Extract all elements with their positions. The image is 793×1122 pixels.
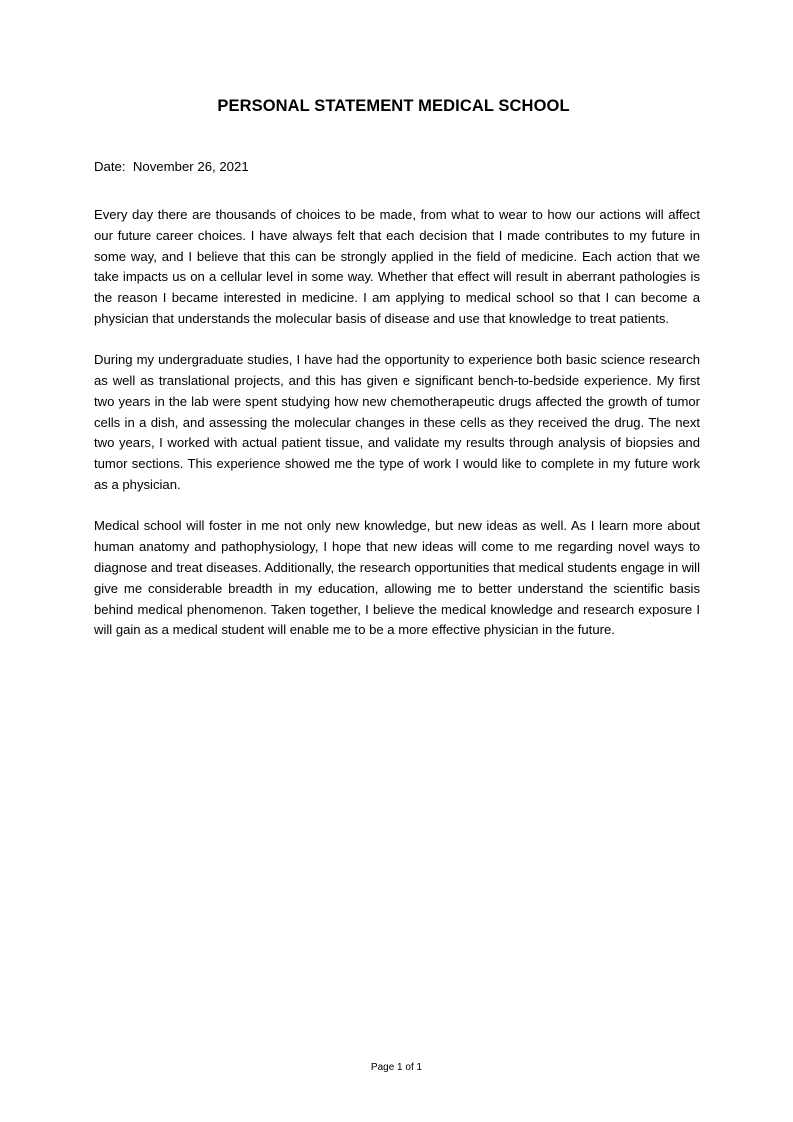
document-title: PERSONAL STATEMENT MEDICAL SCHOOL bbox=[217, 97, 570, 115]
paragraph-2: During my undergraduate studies, I have had the opportunity to experience both basic science research as well as translational projects, and this has given e significant bench-to-bedside experience. My first two years in the lab were spent studying how new chemotherapeutic drugs affected the growth of tumor cells in a dish, and assessing the molecular changes in these cells as they received the drug. The next two years, I worked with actual patient tissue, and validate my results through analysis of biopsies and tumor sections. This experience showed me the type of work I would like to complete in my future work as a physician. bbox=[94, 352, 700, 493]
date-line bbox=[94, 159, 249, 174]
statement-body bbox=[94, 205, 700, 662]
paragraph-1: Every day there are thousands of choices to be made, from what to wear to how our actions will affect our future career choices. I have always felt that each decision that I made contributes to my future in some way, and I believe that this can be strongly applied in the field of medicine. Each action that we take impacts us on a cellular level in some way. Whether that effect will result in aberrant pathologies is the reason I became interested in medicine. I am applying to medical school so that I can become a physician that understands the molecular basis of disease and use that knowledge to treat patients. bbox=[94, 207, 700, 326]
date-label: Date: bbox=[94, 159, 126, 174]
page-number-footer: Page 1 of 1 bbox=[370, 1062, 423, 1073]
paragraph-3: Medical school will foster in me not only new knowledge, but new ideas as well. As I learn more about human anatomy and pathophysiology, I hope that new ideas will come to me regarding novel ways to diagnose and treat diseases. Additionally, the research opportunities that medical students engage in will give me considerable breadth in my education, allowing me to better understand the scientific basis behind medical phenomenon. Taken together, I believe the medical knowledge and research exposure I will gain as a medical student will enable me to be a more effective physician in the future. bbox=[94, 518, 700, 638]
date-value: November 26, 2021 bbox=[132, 159, 249, 174]
